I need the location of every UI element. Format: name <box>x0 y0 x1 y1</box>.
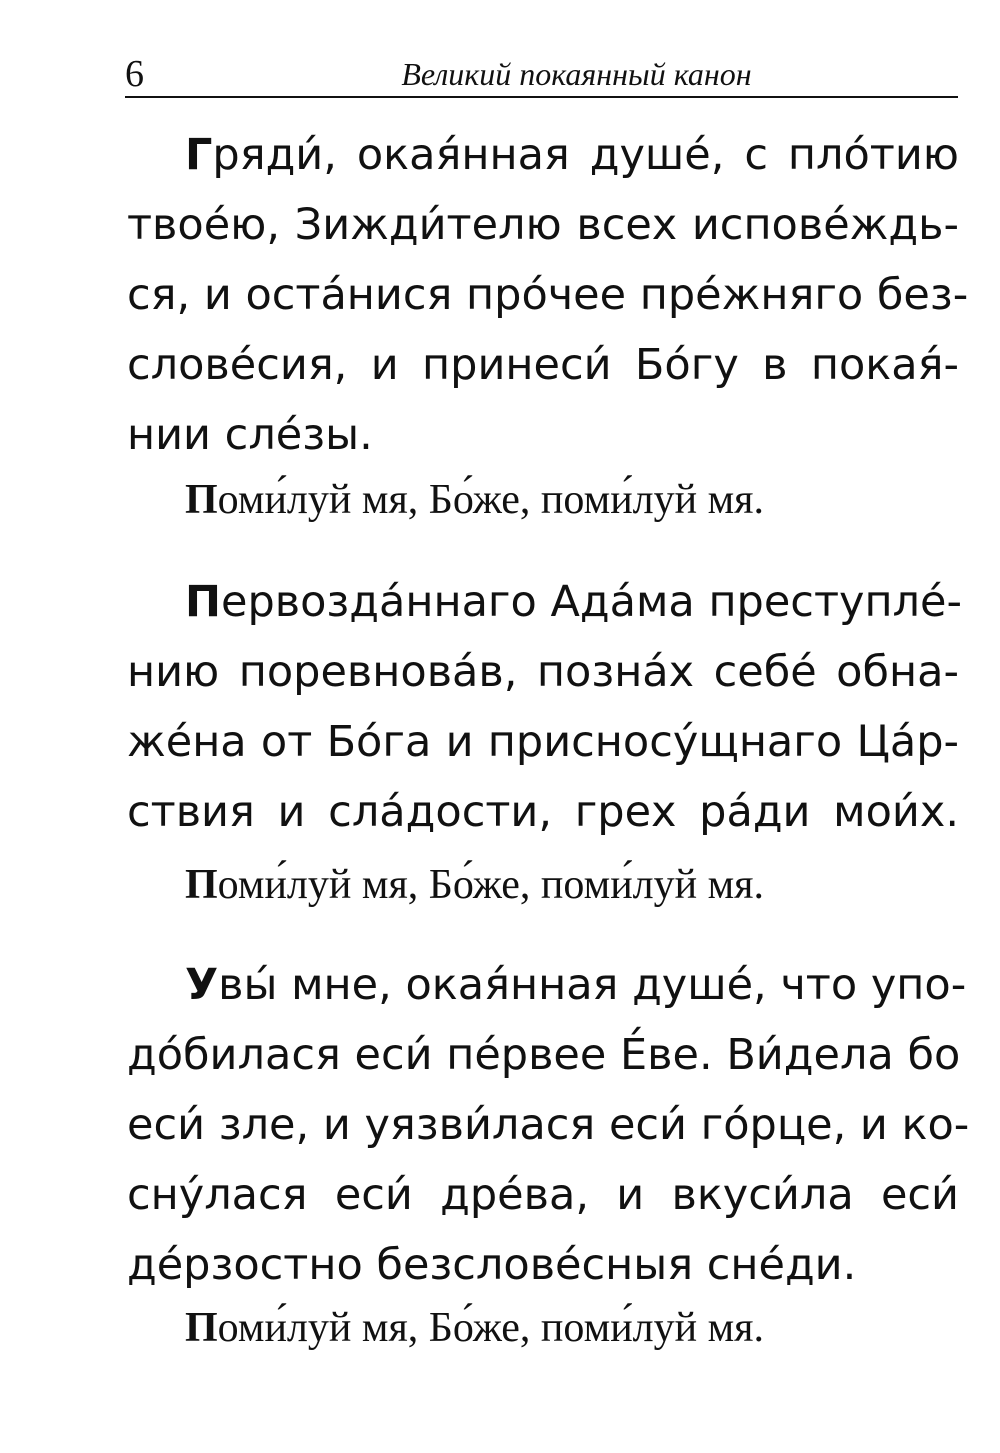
troparion-line: сну́лася еси́ дре́ва, и вкуси́ла еси́ <box>127 1170 959 1220</box>
refrain-text: оми́луй мя, Бо́же, поми́луй мя. <box>217 477 764 523</box>
troparion-line <box>127 120 959 190</box>
refrain-text: оми́луй мя, Бо́же, поми́луй мя. <box>217 1305 764 1351</box>
running-head <box>125 52 958 98</box>
troparion-line: до́билася еси́ пе́рвее Е́ве. Ви́дела бо <box>127 1030 961 1080</box>
troparion-line: слове́сия, и принеси́ Бо́гу в покая́- <box>127 340 959 390</box>
refrain-initial: П <box>185 1305 218 1351</box>
troparion-line-text: ервозда́ннаго Ада́ма преступле́- <box>221 577 963 627</box>
refrain-2 <box>127 857 959 913</box>
troparion-line: же́на от Бо́га и присносу́щнаго Ца́р- <box>127 717 959 767</box>
troparion-line: нию поревнова́в, позна́х себе́ обна- <box>127 647 959 697</box>
troparion-line: еси́ зле, и уязви́лася еси́ го́рце, и ко- <box>127 1100 970 1150</box>
troparion-2 <box>127 567 963 847</box>
running-title: Великий покаянный канон <box>401 56 752 92</box>
page-number: 6 <box>125 53 144 95</box>
troparion-initial: У <box>185 960 219 1010</box>
troparion-1 <box>127 120 969 470</box>
troparion-initial: Г <box>185 130 213 180</box>
refrain-initial: П <box>185 477 218 523</box>
troparion-line-text: вы́ мне, окая́нная душе́, что упо- <box>218 960 967 1010</box>
troparion-line-text: ряди́, окая́нная душе́, с пло́тию <box>212 130 959 180</box>
troparion-line <box>127 950 967 1020</box>
troparion-initial: П <box>185 577 221 627</box>
refrain-initial: П <box>185 862 218 908</box>
troparion-line: де́рзостно безслове́сныя сне́ди. <box>127 1240 857 1290</box>
troparion-3 <box>127 950 970 1300</box>
refrain-text: оми́луй мя, Бо́же, поми́луй мя. <box>217 862 764 908</box>
troparion-line: ствия и сла́дости, грех ра́ди мои́х. <box>127 787 959 837</box>
troparion-line: нии сле́зы. <box>127 410 373 460</box>
troparion-line: ся, и оста́нися про́чее пре́жняго без- <box>127 270 969 320</box>
troparion-line <box>127 567 963 637</box>
refrain-3 <box>127 1300 959 1356</box>
refrain-1 <box>127 472 959 528</box>
troparion-line: твое́ю, Зижди́телю всех испове́ждь- <box>127 200 959 250</box>
